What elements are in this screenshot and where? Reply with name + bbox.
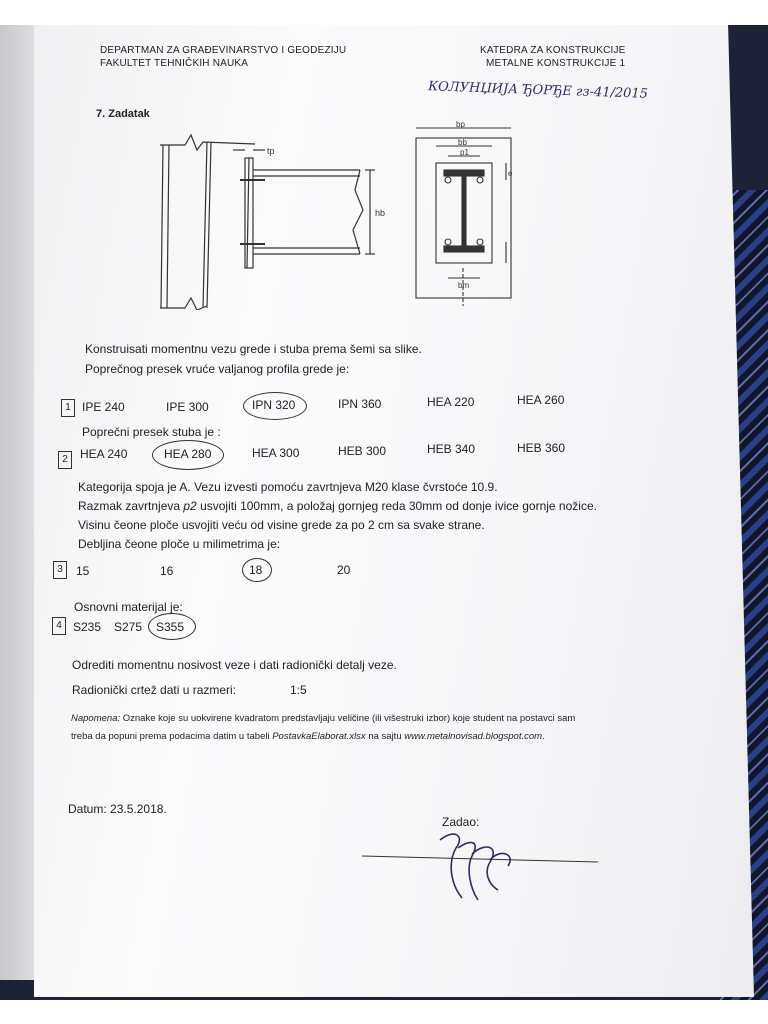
note-line-2: treba da popuni prema podacima datim u tabeli PostavkaElaborat.xlsx na sajtu www.metalnovisad.blogspot.com. — [71, 731, 545, 742]
intro-line-2: Poprečnog presek vruće valjanog profila grede je: — [85, 362, 350, 376]
department-name: DEPARTMAN ZA GRAĐEVINARSTVO I GEODEZIJU — [100, 45, 347, 56]
chair-name: KATEDRA ZA KONSTRUKCIJE — [480, 45, 626, 56]
date-line — [68, 802, 167, 816]
date-label: Datum: — [68, 802, 107, 816]
column-option: HEA 240 — [80, 447, 128, 461]
section-number-box: 1 — [61, 399, 75, 417]
faculty-name: FAKULTET TEHNIČKIH NAUKA — [100, 58, 249, 69]
end-plate-front-figure — [408, 118, 523, 308]
thickness-option: 15 — [76, 564, 90, 578]
scale-value: 1:5 — [290, 683, 307, 697]
bp-label: bp — [456, 120, 465, 129]
thickness-option: 16 — [160, 564, 174, 578]
date-value: 23.5.2018. — [110, 802, 167, 816]
selection-circle — [242, 558, 272, 582]
column-option: HEB 340 — [427, 442, 476, 456]
e-label: e — [508, 169, 513, 178]
section-number-box: 4 — [52, 617, 66, 635]
beam-option: HEA 260 — [517, 393, 565, 407]
material-option: S275 — [114, 620, 143, 634]
note-label: Napomena: — [71, 713, 121, 724]
task-instruction: Odrediti momentnu nosivost veze i dati radionički detalj veze. — [72, 658, 397, 672]
beam-option: IPE 240 — [82, 400, 125, 414]
scale-label: Radionički crtež dati u razmeri: — [72, 683, 237, 697]
beam-option-selected: IPN 320 — [252, 398, 296, 412]
website-link: www.metalnovisad.blogspot.com — [404, 731, 543, 742]
column-option-selected: HEA 280 — [164, 447, 212, 461]
connection-elevation-figure — [155, 130, 395, 310]
beam-option: IPN 360 — [338, 397, 382, 411]
bolt-spacing-text: Razmak zavrtnjeva p2 usvojiti 100mm, a položaj gornjeg reda 30mm od donje ivice gornje nožice. — [78, 499, 597, 513]
note-line-1: Napomena: Oznake koje su uokvirene kvadratom predstavljaju veličine (ili višestruki izbor) koje student na postavci sam — [71, 713, 576, 724]
task-title: 7. Zadatak — [96, 108, 150, 120]
signature — [360, 828, 605, 908]
assigned-by-label: Zadao: — [442, 815, 480, 829]
beam-option: IPE 300 — [166, 400, 209, 414]
end-plate-height-text: Visinu čeone ploče usvojiti veću od visine grede za po 2 cm sa svake strane. — [78, 518, 485, 532]
p2-variable: p2 — [183, 499, 197, 513]
section-number-box: 3 — [53, 561, 67, 579]
material-title: Osnovni materijal je: — [74, 600, 183, 614]
handwritten-student-name: КОЛУНЏИЈА ЂОРЂЕ гз-41/2015 — [427, 79, 649, 102]
intro-line-1: Konstruisati momentnu vezu grede i stuba prema šemi sa slike. — [85, 342, 422, 356]
p1-label: p1 — [460, 148, 469, 157]
connection-category-text: Kategorija spoja je A. Vezu izvesti pomoću zavrtnjeva M20 klase čvrstoće 10.9. — [78, 480, 498, 494]
selection-circle — [243, 392, 307, 420]
column-option: HEB 300 — [338, 444, 387, 458]
thickness-option: 20 — [337, 563, 351, 577]
course-name: METALNE KONSTRUKCIJE 1 — [486, 58, 626, 69]
tp-label: tp — [267, 146, 275, 156]
spreadsheet-filename: PostavkaElaborat.xlsx — [272, 731, 366, 742]
bb-label: bb — [458, 138, 467, 147]
section-number-box: 2 — [58, 451, 72, 469]
material-option-selected: S355 — [156, 620, 185, 634]
selection-circle — [148, 613, 196, 640]
thickness-option-selected: 18 — [249, 563, 263, 577]
hb-label: hb — [375, 208, 386, 218]
column-section-title: Poprečni presek stuba je : — [82, 425, 221, 439]
column-option: HEA 300 — [252, 446, 300, 460]
selection-circle — [152, 440, 224, 470]
column-option: HEB 360 — [517, 441, 566, 455]
end-plate-thickness-text: Debljina čeone ploče u milimetrima je: — [78, 537, 281, 551]
material-option: S235 — [73, 620, 102, 634]
beam-option: HEA 220 — [427, 395, 475, 409]
bm-label: bm — [458, 281, 470, 290]
